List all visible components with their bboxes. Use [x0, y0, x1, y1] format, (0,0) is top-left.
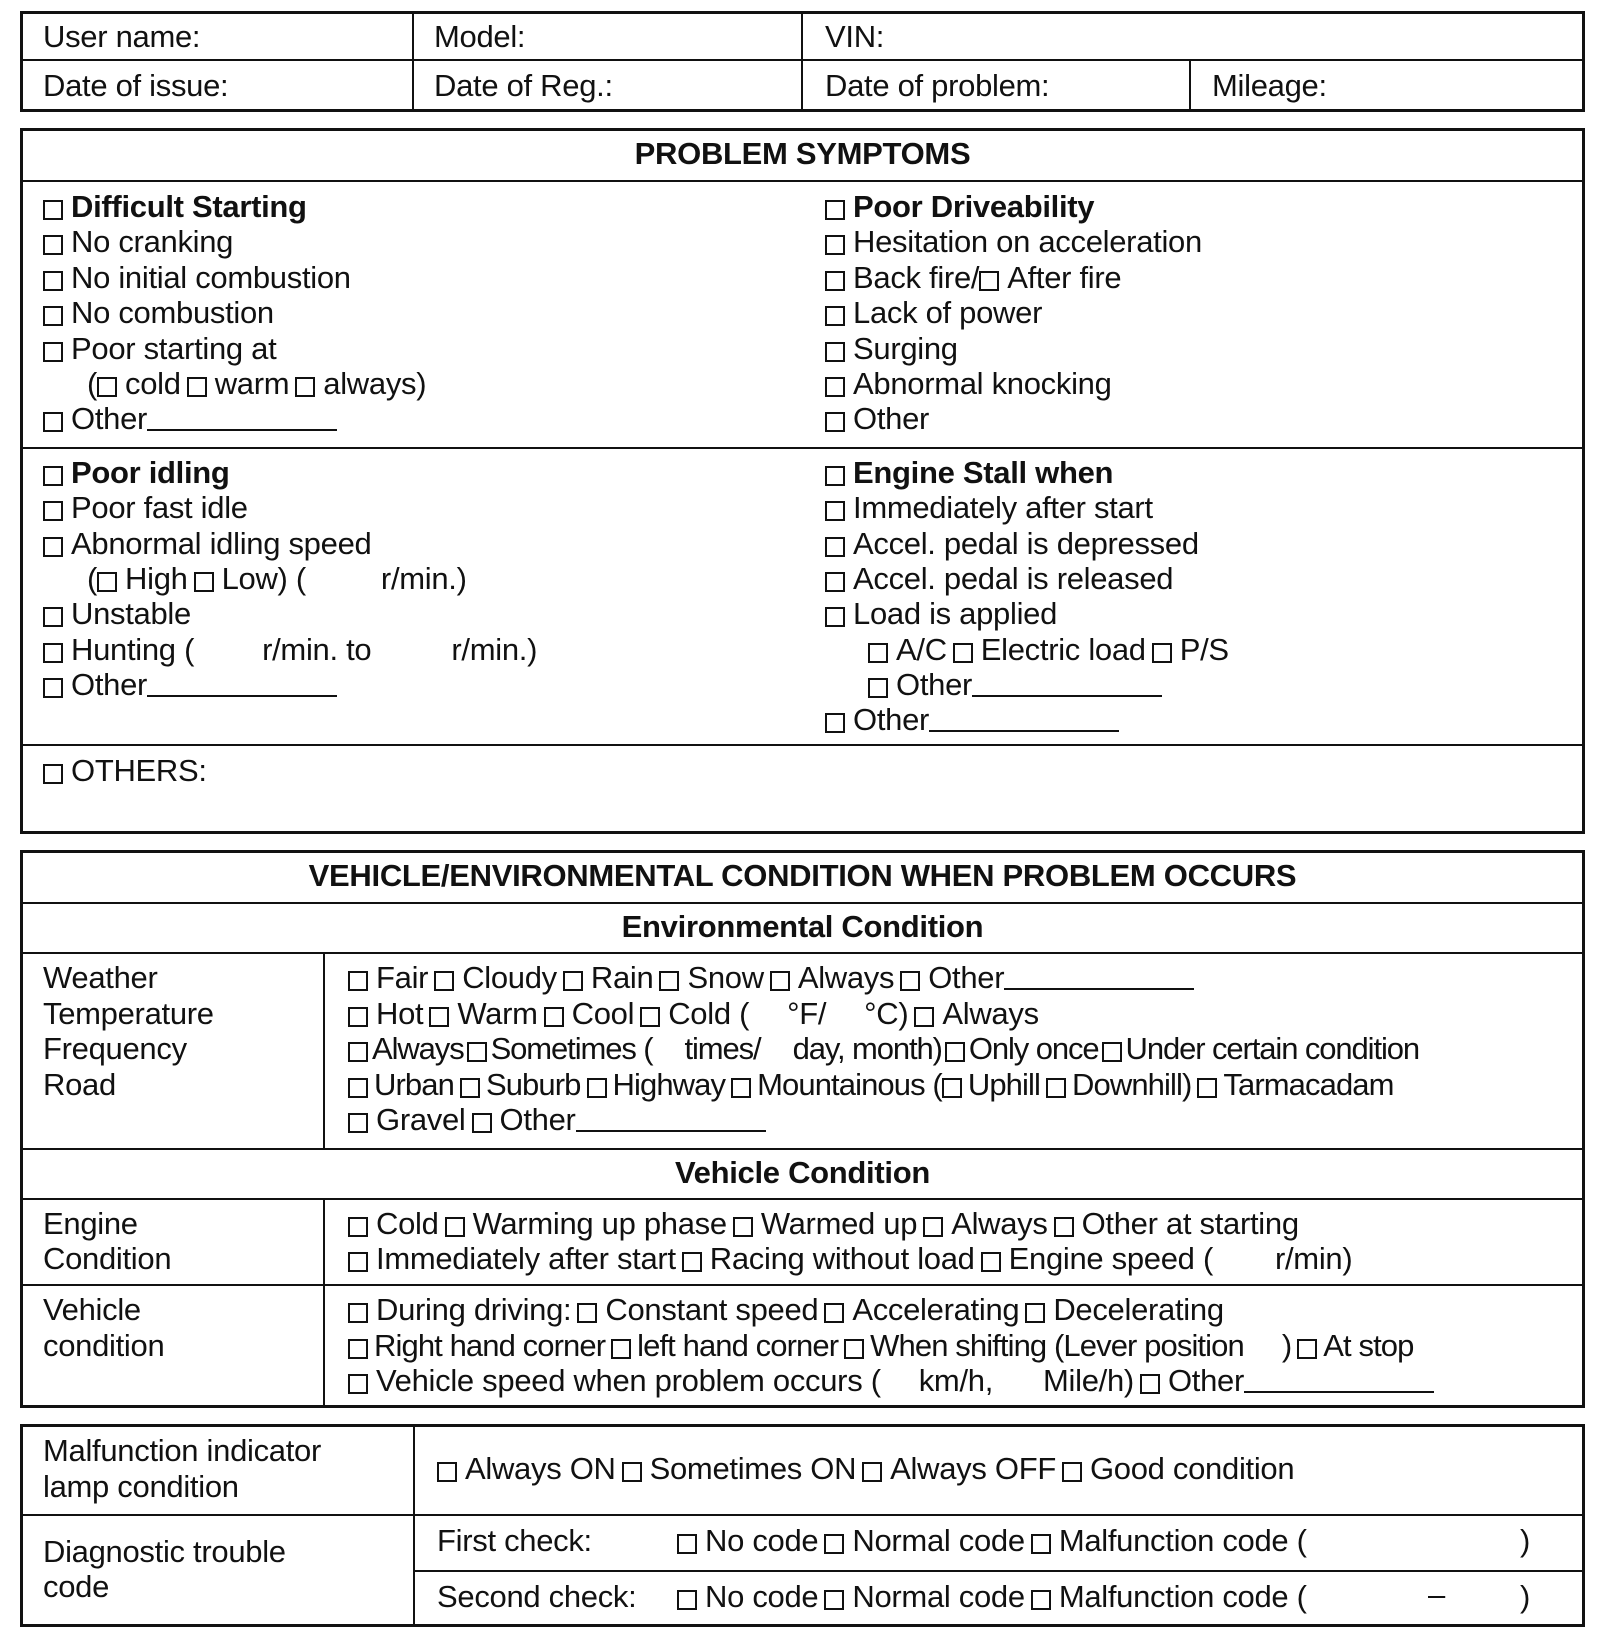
model-field[interactable]: Model: [434, 19, 526, 54]
second-check-label: Second check: [437, 1579, 637, 1614]
warm-checkbox[interactable] [187, 377, 207, 397]
lamp-options: Always ON Sometimes ON Always OFF Good condition [437, 1451, 1294, 1487]
driveability-other-option[interactable]: Other [825, 401, 929, 437]
vehicle-speed-checkbox[interactable] [348, 1374, 368, 1394]
checkbox[interactable] [43, 537, 63, 557]
pedal-depressed-option[interactable]: Accel. pedal is depressed [825, 526, 1199, 562]
immediately-after-start-checkbox[interactable] [348, 1252, 368, 1272]
normal-code-checkbox[interactable] [824, 1590, 844, 1610]
divider [20, 744, 1585, 746]
snow-checkbox[interactable] [659, 971, 679, 991]
checkbox[interactable] [43, 342, 63, 362]
poor-starting-conditions: ( cold warm always) [87, 366, 427, 401]
always-checkbox[interactable] [295, 377, 315, 397]
checkbox[interactable] [825, 306, 845, 326]
environmental-title: Environmental Condition [621, 909, 984, 944]
first-check-options: No code Normal code Malfunction code ( [677, 1523, 1307, 1559]
always-checkbox[interactable] [923, 1217, 943, 1237]
good-condition-checkbox[interactable] [1062, 1462, 1082, 1482]
checkbox[interactable] [825, 342, 845, 362]
other-at-starting-checkbox[interactable] [1054, 1217, 1074, 1237]
vehicle-condition-label: Vehicle [43, 1292, 141, 1327]
no-code-checkbox[interactable] [677, 1534, 697, 1554]
cloudy-checkbox[interactable] [434, 971, 454, 991]
divider [1189, 59, 1191, 112]
engine-options-2: Immediately after start Racing without load Engine speed ( r/min) [348, 1241, 1352, 1277]
warmed-up-checkbox[interactable] [733, 1217, 753, 1237]
tarmacadam-checkbox[interactable] [1197, 1078, 1217, 1098]
checkbox[interactable] [43, 412, 63, 432]
idling-speed-detail: ( High Low) ( r/min.) [87, 561, 467, 596]
divider [20, 1284, 1585, 1286]
checkbox[interactable] [43, 306, 63, 326]
divider [801, 11, 803, 112]
others-option[interactable]: OTHERS: [43, 753, 207, 789]
warm-checkbox[interactable] [429, 1007, 449, 1027]
hunting-option[interactable]: Hunting ( r/min. to r/min.) [43, 632, 537, 668]
divider [20, 180, 1585, 182]
downhill-checkbox[interactable] [1046, 1078, 1066, 1098]
malfunction-code-checkbox[interactable] [1031, 1590, 1051, 1610]
stall-after-start-option[interactable]: Immediately after start [825, 490, 1153, 526]
checkbox[interactable] [43, 466, 63, 486]
blank-line[interactable] [1244, 1391, 1434, 1393]
first-check-label: First check: [437, 1523, 592, 1558]
divider [412, 11, 414, 112]
dtc-label: Diagnostic trouble [43, 1534, 286, 1569]
divider [20, 1148, 1585, 1150]
poor-driveability-option[interactable]: Poor Driveability [825, 189, 1094, 225]
checkbox[interactable] [825, 501, 845, 521]
poor-idling-option[interactable]: Poor idling [43, 455, 230, 491]
user-name-field[interactable]: User name: [43, 19, 201, 54]
sometimes-checkbox[interactable] [467, 1042, 487, 1062]
mileage-field[interactable]: Mileage: [1212, 68, 1327, 103]
electric-load-checkbox[interactable] [953, 643, 973, 663]
blank-line[interactable] [1004, 988, 1194, 990]
abnormal-idling-option[interactable]: Abnormal idling speed [43, 526, 371, 562]
back-fire-option[interactable]: Back fire/ After fire [825, 260, 1121, 296]
no-code-checkbox[interactable] [677, 1590, 697, 1610]
abnormal-knocking-option[interactable]: Abnormal knocking [825, 366, 1112, 402]
divider [20, 952, 1585, 954]
checkbox[interactable] [825, 200, 845, 220]
date-of-reg-field[interactable]: Date of Reg.: [434, 68, 613, 103]
checkbox[interactable] [43, 764, 63, 784]
left-hand-corner-checkbox[interactable] [611, 1339, 631, 1359]
stall-other-option[interactable]: Other [825, 702, 1119, 738]
checkbox[interactable] [825, 572, 845, 592]
lack-of-power-option[interactable]: Lack of power [825, 295, 1042, 331]
unstable-option[interactable]: Unstable [43, 596, 191, 632]
vehicle-condition-title: Vehicle Condition [675, 1155, 930, 1190]
ac-checkbox[interactable] [868, 643, 888, 663]
engine-speed-checkbox[interactable] [981, 1252, 1001, 1272]
divider [323, 1198, 325, 1408]
hesitation-option[interactable]: Hesitation on acceleration [825, 224, 1202, 260]
high-checkbox[interactable] [97, 572, 117, 592]
road-options: Urban Suburb Highway Mountainous ( Uphill Downhill) Tarmacadam [348, 1067, 1394, 1103]
vehicle-options-3: Vehicle speed when problem occurs ( km/h, Mile/h) Other [348, 1363, 1434, 1399]
suburb-checkbox[interactable] [460, 1078, 480, 1098]
during-driving-checkbox[interactable] [348, 1303, 368, 1323]
load-other-option[interactable]: Other [868, 667, 1162, 703]
always-checkbox[interactable] [770, 971, 790, 991]
divider [20, 902, 1585, 904]
low-checkbox[interactable] [194, 572, 214, 592]
difficult-starting-option[interactable]: Difficult Starting [43, 189, 307, 225]
engine-condition-label: Engine [43, 1206, 138, 1241]
ps-checkbox[interactable] [1152, 643, 1172, 663]
gravel-checkbox[interactable] [348, 1113, 368, 1133]
under-certain-condition-checkbox[interactable] [1102, 1042, 1122, 1062]
fair-checkbox[interactable] [348, 971, 368, 991]
frequency-options: Always Sometimes ( times/ day, month) Only once Under certain condition [348, 1031, 1419, 1067]
cool-checkbox[interactable] [544, 1007, 564, 1027]
always-checkbox[interactable] [914, 1007, 934, 1027]
date-of-problem-field[interactable]: Date of problem: [825, 68, 1050, 103]
checkbox[interactable] [43, 643, 63, 663]
other-checkbox[interactable] [1140, 1374, 1160, 1394]
no-initial-combustion-option[interactable]: No initial combustion [43, 260, 351, 296]
idling-other-option[interactable]: Other [43, 667, 337, 703]
at-stop-checkbox[interactable] [1297, 1339, 1317, 1359]
first-check-close: ) [1520, 1523, 1531, 1558]
uphill-checkbox[interactable] [942, 1078, 962, 1098]
symptoms-box [20, 128, 1585, 834]
sometimes-on-checkbox[interactable] [622, 1462, 642, 1482]
checkbox[interactable] [825, 537, 845, 557]
divider [20, 447, 1585, 449]
when-shifting-checkbox[interactable] [844, 1339, 864, 1359]
normal-code-checkbox[interactable] [824, 1534, 844, 1554]
decelerating-checkbox[interactable] [1025, 1303, 1045, 1323]
right-hand-corner-checkbox[interactable] [348, 1339, 368, 1359]
checkbox[interactable] [825, 713, 845, 733]
other-checkbox[interactable] [472, 1113, 492, 1133]
checkbox[interactable] [43, 200, 63, 220]
checkbox[interactable] [43, 607, 63, 627]
symptoms-title: PROBLEM SYMPTOMS [634, 136, 971, 171]
checkbox[interactable] [43, 235, 63, 255]
checkbox[interactable] [868, 678, 888, 698]
road-label: Road [43, 1067, 116, 1102]
checkbox[interactable] [43, 678, 63, 698]
second-check-dash: – [1428, 1577, 1445, 1612]
blank-line[interactable] [929, 730, 1119, 732]
always-checkbox[interactable] [348, 1042, 368, 1062]
lamp-condition-label: Malfunction indicator [43, 1433, 322, 1468]
weather-options: Fair Cloudy Rain Snow Always Other [348, 960, 1194, 996]
divider [20, 1198, 1585, 1200]
vehicle-options: During driving: Constant speed Accelerating Decelerating [348, 1292, 1224, 1328]
hot-checkbox[interactable] [348, 1007, 368, 1027]
difficult-starting-other-option[interactable]: Other [43, 401, 337, 437]
date-of-issue-field[interactable]: Date of issue: [43, 68, 229, 103]
second-check-options: No code Normal code Malfunction code ( [677, 1579, 1307, 1615]
second-check-close: ) [1520, 1579, 1531, 1614]
mountainous-checkbox[interactable] [731, 1078, 751, 1098]
weather-label: Weather [43, 960, 158, 995]
checkbox[interactable] [825, 271, 845, 291]
vehicle-options-2: Right hand corner left hand corner When shifting (Lever position ) At stop [348, 1328, 1413, 1364]
load-types: A/C Electric load P/S [868, 632, 1229, 668]
malfunction-code-checkbox[interactable] [1031, 1534, 1051, 1554]
urban-checkbox[interactable] [348, 1078, 368, 1098]
checkbox[interactable] [825, 412, 845, 432]
checkbox[interactable] [43, 271, 63, 291]
blank-line[interactable] [147, 429, 337, 431]
rain-checkbox[interactable] [563, 971, 583, 991]
cold-checkbox[interactable] [348, 1217, 368, 1237]
warming-up-checkbox[interactable] [445, 1217, 465, 1237]
frequency-label: Frequency [43, 1031, 187, 1066]
checkbox[interactable] [825, 235, 845, 255]
pedal-released-option[interactable]: Accel. pedal is released [825, 561, 1173, 597]
checkbox[interactable] [825, 466, 845, 486]
vehicle-condition-label-2: condition [43, 1328, 165, 1363]
dtc-label-2: code [43, 1569, 110, 1604]
surging-option[interactable]: Surging [825, 331, 958, 367]
checkbox[interactable] [825, 377, 845, 397]
always-off-checkbox[interactable] [862, 1462, 882, 1482]
poor-fast-idle-option[interactable]: Poor fast idle [43, 490, 248, 526]
temperature-options: Hot Warm Cool Cold ( °F/ °C) Always [348, 996, 1039, 1032]
constant-speed-checkbox[interactable] [577, 1303, 597, 1323]
vin-field[interactable]: VIN: [825, 19, 885, 54]
engine-stall-option[interactable]: Engine Stall when [825, 455, 1113, 491]
engine-condition-label-2: Condition [43, 1241, 172, 1276]
no-cranking-option[interactable]: No cranking [43, 224, 233, 260]
checkbox[interactable] [825, 607, 845, 627]
blank-line[interactable] [576, 1130, 766, 1132]
temperature-label: Temperature [43, 996, 214, 1031]
after-fire-checkbox[interactable] [979, 271, 999, 291]
condition-title: VEHICLE/ENVIRONMENTAL CONDITION WHEN PROBLEM OCCURS [308, 858, 1297, 893]
no-combustion-option[interactable]: No combustion [43, 295, 274, 331]
road-options-2: Gravel Other [348, 1102, 766, 1138]
divider [413, 1570, 1585, 1572]
engine-options: Cold Warming up phase Warmed up Always Other at starting [348, 1206, 1299, 1242]
lamp-condition-label-2: lamp condition [43, 1469, 239, 1504]
accelerating-checkbox[interactable] [824, 1303, 844, 1323]
racing-without-load-checkbox[interactable] [682, 1252, 702, 1272]
divider [20, 1514, 1585, 1516]
only-once-checkbox[interactable] [945, 1042, 965, 1062]
divider [323, 952, 325, 1148]
cold-checkbox[interactable] [640, 1007, 660, 1027]
load-applied-option[interactable]: Load is applied [825, 596, 1057, 632]
cold-checkbox[interactable] [97, 377, 117, 397]
blank-line[interactable] [972, 695, 1162, 697]
poor-starting-option[interactable]: Poor starting at [43, 331, 276, 367]
always-on-checkbox[interactable] [437, 1462, 457, 1482]
checkbox[interactable] [43, 501, 63, 521]
highway-checkbox[interactable] [587, 1078, 607, 1098]
other-checkbox[interactable] [900, 971, 920, 991]
blank-line[interactable] [147, 695, 337, 697]
divider [413, 1424, 415, 1627]
